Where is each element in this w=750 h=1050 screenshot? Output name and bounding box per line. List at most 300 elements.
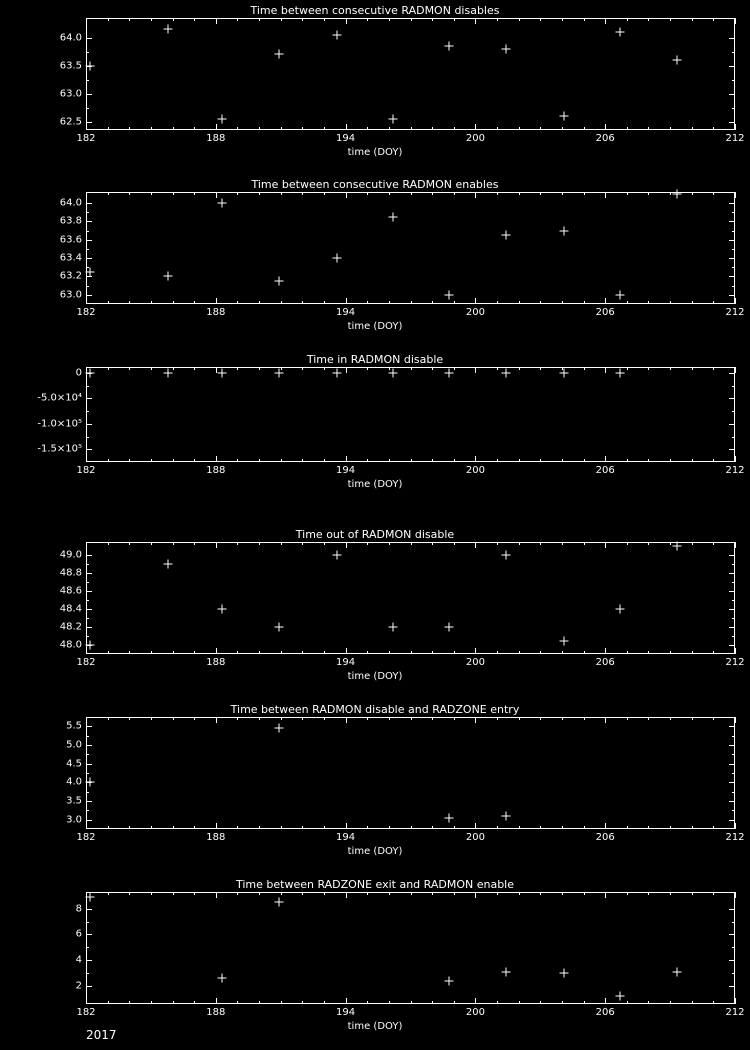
x-tick-label: 206 (595, 307, 615, 318)
x-tick (735, 648, 736, 654)
x-axis-label: time (DOY) (347, 147, 403, 158)
y-tick-label: 4 (75, 954, 82, 966)
x-minor-tick (129, 127, 130, 130)
x-minor-tick (129, 459, 130, 462)
x-axis-label: time (DOY) (347, 846, 403, 857)
y-minor-tick (732, 212, 735, 213)
data-point (86, 61, 95, 70)
data-point (672, 56, 681, 65)
x-tick (216, 998, 217, 1004)
x-minor-tick (367, 717, 368, 720)
x-minor-tick (367, 18, 368, 21)
x-minor-tick (692, 651, 693, 654)
chart-title: Time between consecutive RADMON disables (250, 4, 500, 17)
x-minor-tick (562, 717, 563, 720)
y-minor-tick (86, 618, 89, 619)
x-minor-tick (648, 826, 649, 829)
y-minor-tick (86, 773, 89, 774)
y-minor-tick (732, 286, 735, 287)
x-tick-label: 182 (76, 465, 96, 476)
x-minor-tick (497, 18, 498, 21)
data-point (501, 967, 510, 976)
x-minor-tick (389, 301, 390, 304)
x-tick (735, 192, 736, 198)
y-tick (729, 122, 735, 123)
y-minor-tick (732, 618, 735, 619)
x-minor-tick (281, 1001, 282, 1004)
data-point (218, 605, 227, 614)
x-minor-tick (259, 717, 260, 720)
x-minor-tick (259, 459, 260, 462)
y-minor-tick (732, 792, 735, 793)
x-minor-tick (302, 459, 303, 462)
y-tick-label: 4.0 (66, 776, 82, 788)
y-tick (86, 573, 92, 574)
x-minor-tick (454, 717, 455, 720)
y-minor-tick (86, 80, 89, 81)
data-point (86, 369, 95, 378)
y-tick (86, 398, 92, 399)
x-tick (475, 648, 476, 654)
x-minor-tick (627, 651, 628, 654)
x-tick-label: 200 (465, 133, 485, 144)
y-tick (86, 38, 92, 39)
x-minor-tick (692, 459, 693, 462)
x-minor-tick (454, 459, 455, 462)
x-minor-tick (562, 542, 563, 545)
x-tick (475, 298, 476, 304)
x-minor-tick (129, 542, 130, 545)
data-point (560, 226, 569, 235)
x-minor-tick (411, 459, 412, 462)
x-tick (475, 367, 476, 373)
x-tick (216, 823, 217, 829)
x-minor-tick (670, 367, 671, 370)
x-minor-tick (151, 542, 152, 545)
x-minor-tick (324, 459, 325, 462)
data-point (274, 623, 283, 632)
x-minor-tick (584, 18, 585, 21)
y-tick (729, 726, 735, 727)
x-minor-tick (367, 301, 368, 304)
x-minor-tick (108, 127, 109, 130)
x-minor-tick (432, 826, 433, 829)
y-minor-tick (86, 973, 89, 974)
data-point (389, 623, 398, 632)
x-minor-tick (129, 18, 130, 21)
y-tick-label: 5.0 (66, 739, 82, 751)
x-minor-tick (108, 367, 109, 370)
y-tick-label: 63.0 (59, 289, 82, 301)
data-point (616, 369, 625, 378)
x-minor-tick (108, 717, 109, 720)
x-tick-label: 200 (465, 465, 485, 476)
y-tick (729, 986, 735, 987)
data-point (389, 212, 398, 221)
x-minor-tick (692, 127, 693, 130)
x-minor-tick (259, 192, 260, 195)
x-axis-label: time (DOY) (347, 671, 403, 682)
x-minor-tick (519, 892, 520, 895)
x-minor-tick (281, 892, 282, 895)
x-minor-tick (237, 892, 238, 895)
x-minor-tick (237, 301, 238, 304)
x-tick-label: 182 (76, 657, 96, 668)
x-minor-tick (151, 892, 152, 895)
y-tick (86, 745, 92, 746)
x-minor-tick (173, 826, 174, 829)
x-minor-tick (584, 892, 585, 895)
x-tick (605, 124, 606, 130)
x-minor-tick (584, 826, 585, 829)
x-minor-tick (129, 192, 130, 195)
year-label: 2017 (86, 1028, 117, 1042)
x-minor-tick (302, 18, 303, 21)
x-minor-tick (173, 892, 174, 895)
y-minor-tick (732, 52, 735, 53)
y-minor-tick (732, 80, 735, 81)
x-minor-tick (108, 301, 109, 304)
y-minor-tick (86, 922, 89, 923)
y-tick-label: 63.6 (59, 234, 82, 246)
y-tick (729, 934, 735, 935)
y-tick (86, 122, 92, 123)
x-minor-tick (194, 301, 195, 304)
x-minor-tick (454, 192, 455, 195)
data-point (445, 290, 454, 299)
x-minor-tick (627, 127, 628, 130)
data-point (560, 636, 569, 645)
x-minor-tick (324, 826, 325, 829)
x-minor-tick (324, 367, 325, 370)
y-tick-label: 8 (75, 903, 82, 915)
data-point (560, 969, 569, 978)
x-tick-label: 182 (76, 832, 96, 843)
x-minor-tick (194, 127, 195, 130)
x-tick (216, 892, 217, 898)
y-tick (729, 94, 735, 95)
x-tick (475, 192, 476, 198)
x-minor-tick (411, 18, 412, 21)
data-point (86, 778, 95, 787)
y-tick (729, 573, 735, 574)
x-minor-tick (389, 717, 390, 720)
x-tick (605, 823, 606, 829)
x-minor-tick (411, 826, 412, 829)
x-minor-tick (411, 892, 412, 895)
x-minor-tick (454, 127, 455, 130)
x-minor-tick (540, 1001, 541, 1004)
x-tick (475, 456, 476, 462)
y-minor-tick (732, 108, 735, 109)
data-point (164, 25, 173, 34)
x-axis-label: time (DOY) (347, 479, 403, 490)
x-minor-tick (237, 542, 238, 545)
x-minor-tick (584, 459, 585, 462)
chart-title: Time out of RADMON disable (295, 528, 455, 541)
x-minor-tick (627, 301, 628, 304)
data-point (445, 42, 454, 51)
x-tick (735, 542, 736, 548)
x-minor-tick (259, 1001, 260, 1004)
x-minor-tick (367, 651, 368, 654)
x-tick-label: 194 (336, 832, 356, 843)
y-tick (86, 424, 92, 425)
x-minor-tick (302, 1001, 303, 1004)
y-minor-tick (86, 736, 89, 737)
plot-area (86, 542, 735, 654)
data-point (274, 724, 283, 733)
x-minor-tick (692, 1001, 693, 1004)
x-minor-tick (540, 18, 541, 21)
x-minor-tick (648, 651, 649, 654)
y-minor-tick (732, 411, 735, 412)
x-minor-tick (454, 301, 455, 304)
y-tick (86, 960, 92, 961)
x-minor-tick (108, 542, 109, 545)
x-tick (605, 998, 606, 1004)
y-minor-tick (732, 231, 735, 232)
x-minor-tick (670, 301, 671, 304)
y-minor-tick (86, 212, 89, 213)
y-minor-tick (86, 564, 89, 565)
x-minor-tick (670, 192, 671, 195)
y-minor-tick (732, 437, 735, 438)
y-minor-tick (732, 600, 735, 601)
y-tick (86, 240, 92, 241)
y-tick (729, 240, 735, 241)
x-tick (216, 542, 217, 548)
data-point (560, 112, 569, 121)
x-minor-tick (411, 651, 412, 654)
x-tick (605, 192, 606, 198)
x-minor-tick (540, 459, 541, 462)
y-minor-tick (732, 810, 735, 811)
x-minor-tick (367, 192, 368, 195)
x-minor-tick (324, 651, 325, 654)
y-tick (729, 555, 735, 556)
y-tick (86, 591, 92, 592)
x-minor-tick (324, 18, 325, 21)
x-minor-tick (129, 1001, 130, 1004)
x-minor-tick (173, 127, 174, 130)
x-minor-tick (281, 127, 282, 130)
x-minor-tick (692, 717, 693, 720)
x-minor-tick (281, 542, 282, 545)
x-minor-tick (324, 192, 325, 195)
y-minor-tick (732, 947, 735, 948)
x-minor-tick (324, 127, 325, 130)
y-minor-tick (732, 922, 735, 923)
x-tick (475, 998, 476, 1004)
x-tick (605, 18, 606, 24)
x-tick (735, 892, 736, 898)
chart-panel-5 (0, 703, 750, 863)
x-minor-tick (670, 717, 671, 720)
x-minor-tick (237, 717, 238, 720)
y-tick (729, 203, 735, 204)
x-minor-tick (389, 651, 390, 654)
y-tick (729, 801, 735, 802)
y-minor-tick (86, 231, 89, 232)
x-tick (86, 192, 87, 198)
y-tick-label: -1.0×10⁵ (37, 418, 82, 430)
x-minor-tick (497, 651, 498, 654)
y-tick-label: 62.5 (59, 116, 82, 128)
x-minor-tick (519, 717, 520, 720)
x-minor-tick (411, 717, 412, 720)
x-minor-tick (584, 127, 585, 130)
x-minor-tick (432, 18, 433, 21)
x-minor-tick (432, 542, 433, 545)
x-minor-tick (648, 192, 649, 195)
x-minor-tick (519, 651, 520, 654)
x-minor-tick (540, 651, 541, 654)
x-minor-tick (670, 651, 671, 654)
x-tick (735, 823, 736, 829)
x-minor-tick (324, 301, 325, 304)
x-minor-tick (540, 127, 541, 130)
x-minor-tick (302, 542, 303, 545)
data-point (389, 114, 398, 123)
data-point (616, 290, 625, 299)
x-minor-tick (648, 127, 649, 130)
chart-title: Time between RADZONE exit and RADMON enable (235, 878, 515, 891)
x-minor-tick (692, 301, 693, 304)
x-minor-tick (237, 367, 238, 370)
x-tick-label: 206 (595, 465, 615, 476)
data-point (672, 967, 681, 976)
x-tick (346, 648, 347, 654)
x-minor-tick (454, 826, 455, 829)
y-minor-tick (86, 947, 89, 948)
y-tick-label: 48.4 (59, 603, 82, 615)
y-tick (729, 820, 735, 821)
y-minor-tick (86, 286, 89, 287)
y-minor-tick (732, 267, 735, 268)
x-minor-tick (497, 892, 498, 895)
y-minor-tick (86, 108, 89, 109)
x-tick (346, 456, 347, 462)
x-minor-tick (302, 717, 303, 720)
x-minor-tick (194, 18, 195, 21)
x-tick (86, 18, 87, 24)
x-minor-tick (713, 192, 714, 195)
x-minor-tick (151, 127, 152, 130)
x-minor-tick (237, 18, 238, 21)
x-minor-tick (389, 459, 390, 462)
x-minor-tick (108, 892, 109, 895)
x-minor-tick (454, 1001, 455, 1004)
data-point (86, 893, 95, 902)
x-minor-tick (389, 18, 390, 21)
x-minor-tick (173, 1001, 174, 1004)
x-minor-tick (713, 826, 714, 829)
x-tick (605, 717, 606, 723)
plot-area (86, 892, 735, 1004)
x-minor-tick (108, 192, 109, 195)
x-tick (475, 823, 476, 829)
x-minor-tick (367, 892, 368, 895)
x-tick (346, 192, 347, 198)
x-minor-tick (562, 301, 563, 304)
x-minor-tick (237, 127, 238, 130)
x-minor-tick (173, 18, 174, 21)
x-minor-tick (129, 651, 130, 654)
x-minor-tick (302, 651, 303, 654)
plot-area (86, 18, 735, 130)
x-tick-label: 200 (465, 307, 485, 318)
y-tick-label: 3.5 (66, 795, 82, 807)
x-minor-tick (108, 459, 109, 462)
y-tick-label: 48.2 (59, 621, 82, 633)
x-tick-label: 194 (336, 1007, 356, 1018)
x-tick (605, 367, 606, 373)
x-minor-tick (432, 192, 433, 195)
data-point (86, 641, 95, 650)
x-tick (216, 456, 217, 462)
x-minor-tick (692, 367, 693, 370)
x-tick-label: 188 (206, 133, 226, 144)
x-minor-tick (713, 717, 714, 720)
x-minor-tick (584, 301, 585, 304)
x-minor-tick (670, 1001, 671, 1004)
x-minor-tick (519, 1001, 520, 1004)
y-tick (86, 820, 92, 821)
x-minor-tick (281, 192, 282, 195)
x-minor-tick (389, 127, 390, 130)
x-tick-label: 212 (725, 657, 745, 668)
y-tick (86, 221, 92, 222)
x-minor-tick (627, 892, 628, 895)
y-tick-label: -1.5×10⁵ (37, 443, 82, 455)
data-point (445, 623, 454, 632)
x-minor-tick (648, 459, 649, 462)
x-tick (216, 18, 217, 24)
x-minor-tick (173, 301, 174, 304)
x-tick (346, 367, 347, 373)
x-minor-tick (692, 892, 693, 895)
y-minor-tick (732, 582, 735, 583)
x-minor-tick (713, 651, 714, 654)
y-tick (729, 449, 735, 450)
y-tick (86, 909, 92, 910)
data-point (332, 254, 341, 263)
x-tick (475, 542, 476, 548)
x-minor-tick (302, 892, 303, 895)
x-tick (605, 648, 606, 654)
y-tick (729, 645, 735, 646)
x-tick-label: 212 (725, 465, 745, 476)
x-minor-tick (713, 892, 714, 895)
x-minor-tick (670, 542, 671, 545)
y-tick-label: -5.0×10⁴ (37, 392, 82, 404)
x-minor-tick (713, 542, 714, 545)
x-minor-tick (173, 192, 174, 195)
x-minor-tick (367, 367, 368, 370)
x-minor-tick (367, 826, 368, 829)
x-minor-tick (627, 1001, 628, 1004)
x-axis-label: time (DOY) (347, 1021, 403, 1032)
y-tick-label: 63.2 (59, 270, 82, 282)
x-minor-tick (540, 301, 541, 304)
plot-area (86, 717, 735, 829)
y-tick (729, 424, 735, 425)
x-minor-tick (713, 127, 714, 130)
x-tick (605, 892, 606, 898)
y-tick (86, 258, 92, 259)
x-minor-tick (692, 826, 693, 829)
